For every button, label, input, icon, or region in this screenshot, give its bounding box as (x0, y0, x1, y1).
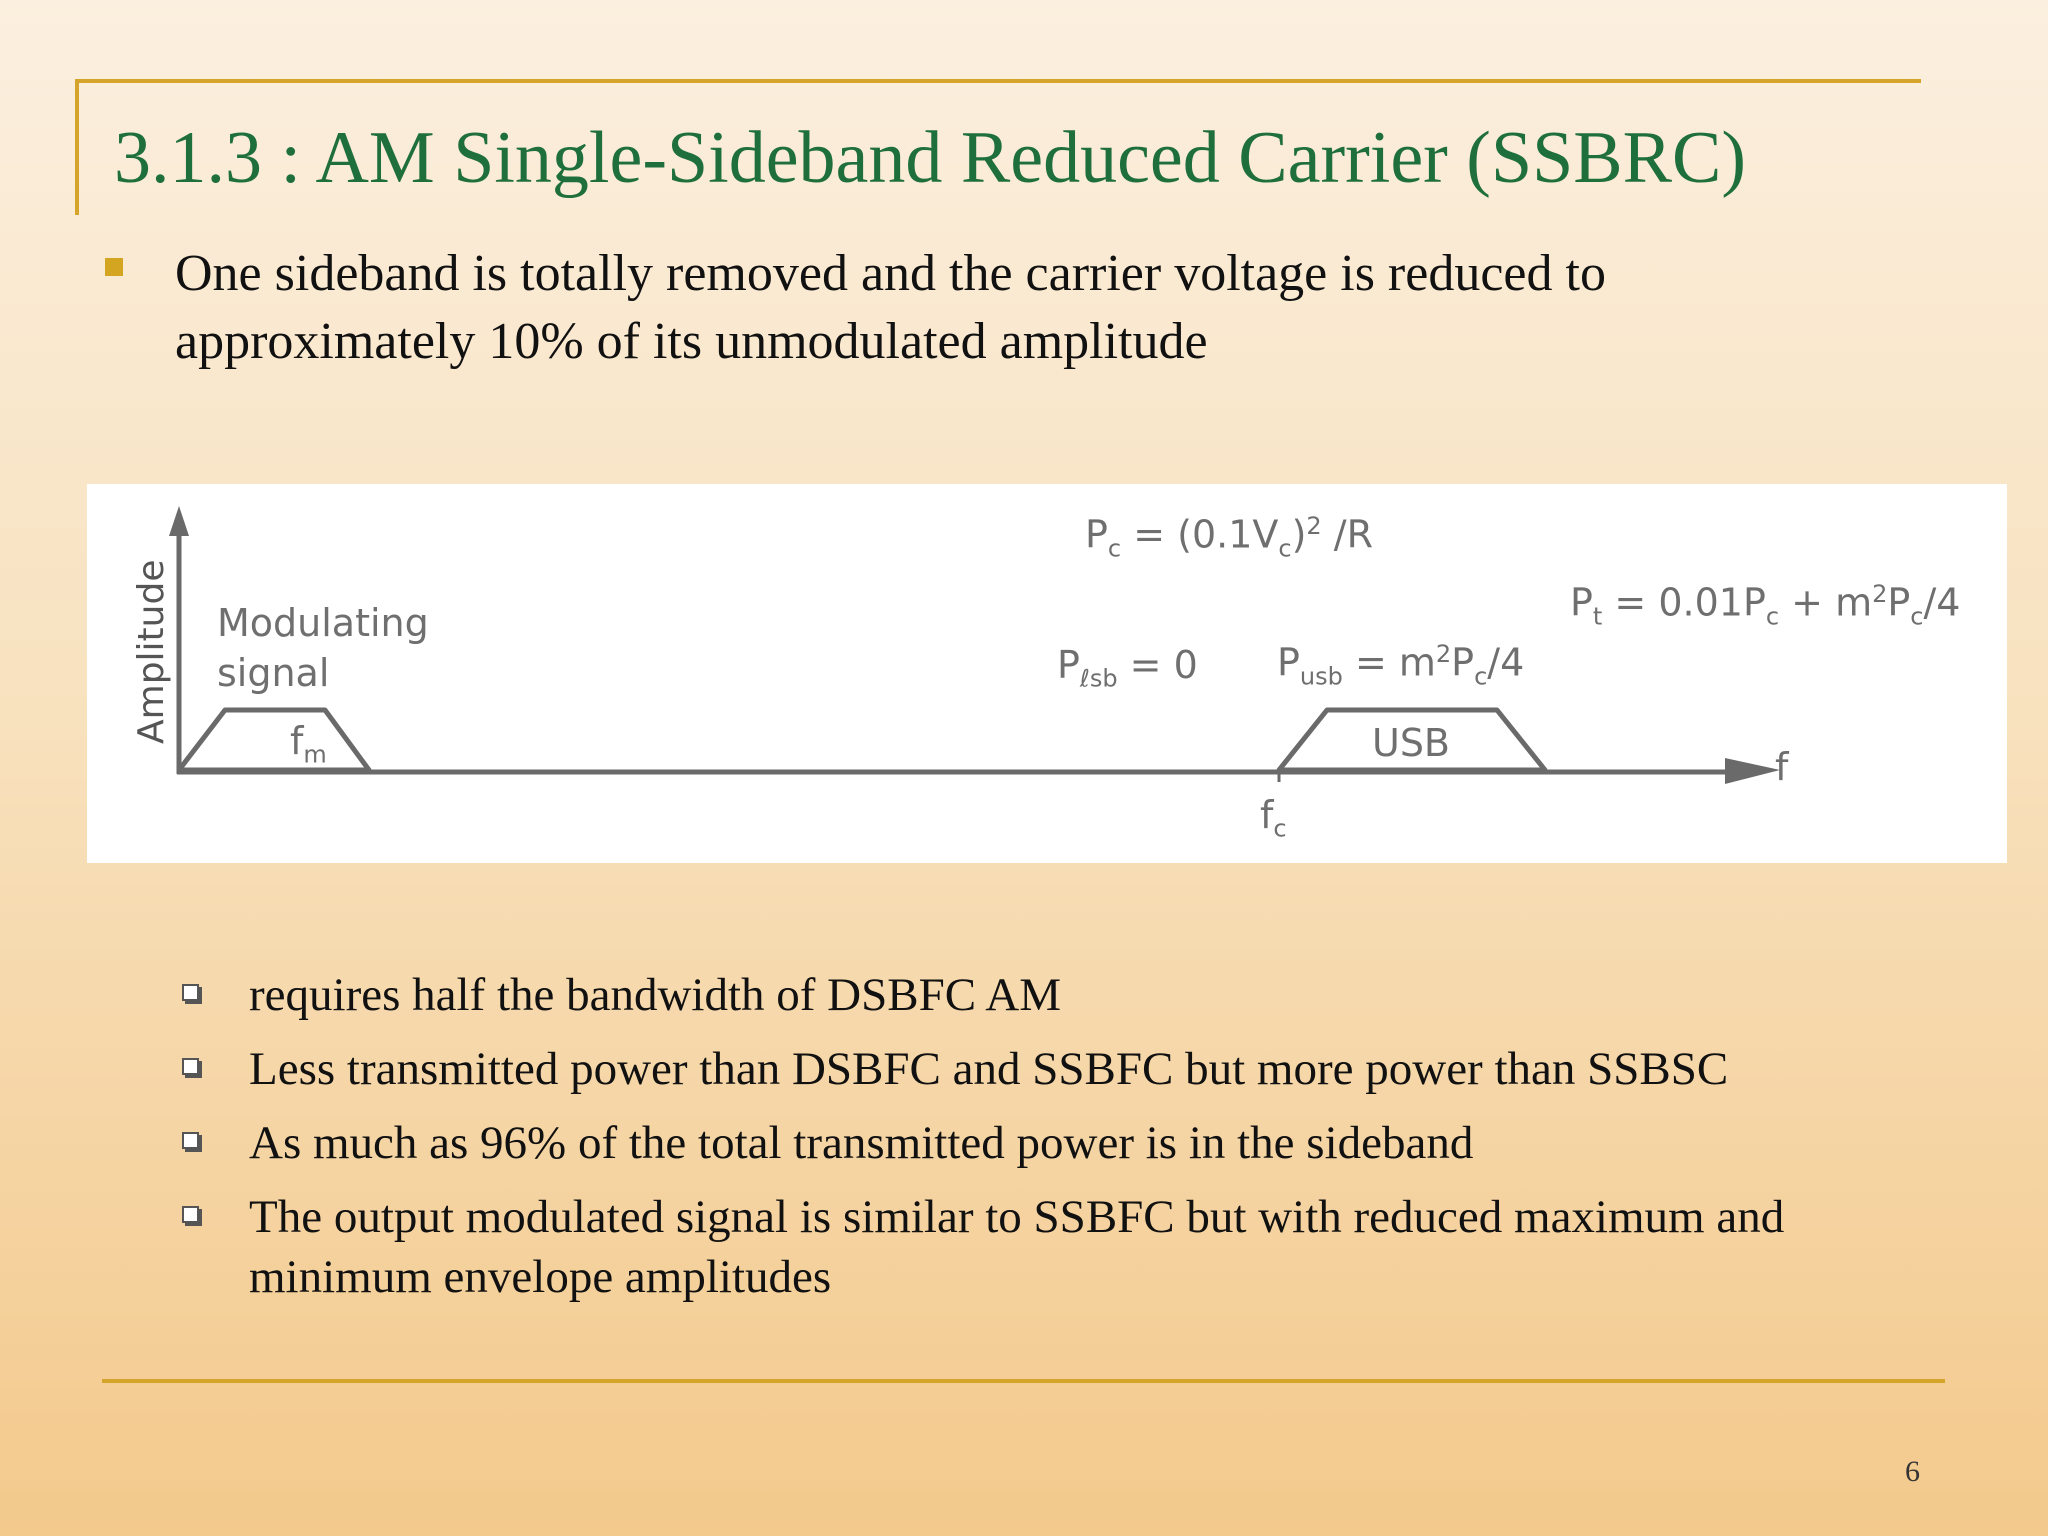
frequency-label: f (1775, 745, 1789, 789)
frequency-axis-arrow (1725, 758, 1780, 784)
pc-equation: $P_c = (0.1V_c)^2$ /R (1085, 512, 1373, 563)
main-bullet-text: One sideband is totally removed and the carrier voltage is reduced to approximately 10% of its unmodulated amplitude (175, 245, 1606, 370)
fc-label: $f_c$ (1260, 793, 1287, 843)
checkbox-bullet-icon (182, 1206, 199, 1223)
amplitude-axis-arrow (169, 506, 189, 536)
pusb-equation: $P_{usb} = m^2P_c/4$ (1277, 640, 1525, 691)
fm-label: $f_m$ (290, 719, 327, 769)
list-item-text: requires half the bandwidth of DSBFC AM (249, 969, 1061, 1021)
list-item-text: Less transmitted power than DSBFC and SSBFC but more power than SSBSC (249, 1043, 1729, 1095)
checkbox-bullet-icon (182, 1058, 199, 1075)
modulating-signal-band (179, 710, 369, 770)
list-item-text: As much as 96% of the total transmitted power is in the sideband (249, 1117, 1474, 1169)
list-item-text: The output modulated signal is similar to SSBFC but with reduced maximum and minimum envelope amplitudes (249, 1191, 1785, 1303)
list-item (180, 1039, 1940, 1099)
list-item (180, 965, 1940, 1025)
spectrum-diagram (87, 484, 2007, 863)
checkbox-bullet-icon (182, 984, 199, 1001)
bullet-marker (105, 258, 123, 276)
list-item (180, 1113, 1940, 1173)
signal-label: signal (217, 651, 330, 695)
modulating-label: Modulating (217, 601, 429, 645)
sub-bullet-list (180, 965, 1940, 1321)
spectrum-drawing (87, 484, 2007, 863)
amplitude-label: Amplitude (131, 559, 172, 744)
pt-equation: $P_t = 0.01P_c + m^2P_c/4$ (1570, 580, 1961, 631)
list-item (180, 1187, 1940, 1307)
plsb-equation: $P_{\ell sb} = 0$ (1057, 643, 1198, 693)
page-number: 6 (1905, 1455, 1920, 1488)
footer-divider (102, 1379, 1945, 1383)
slide-title: 3.1.3 : AM Single-Sideband Reduced Carrier (SSBRC) (114, 117, 1746, 199)
usb-label: USB (1372, 721, 1451, 765)
checkbox-bullet-icon (182, 1132, 199, 1149)
